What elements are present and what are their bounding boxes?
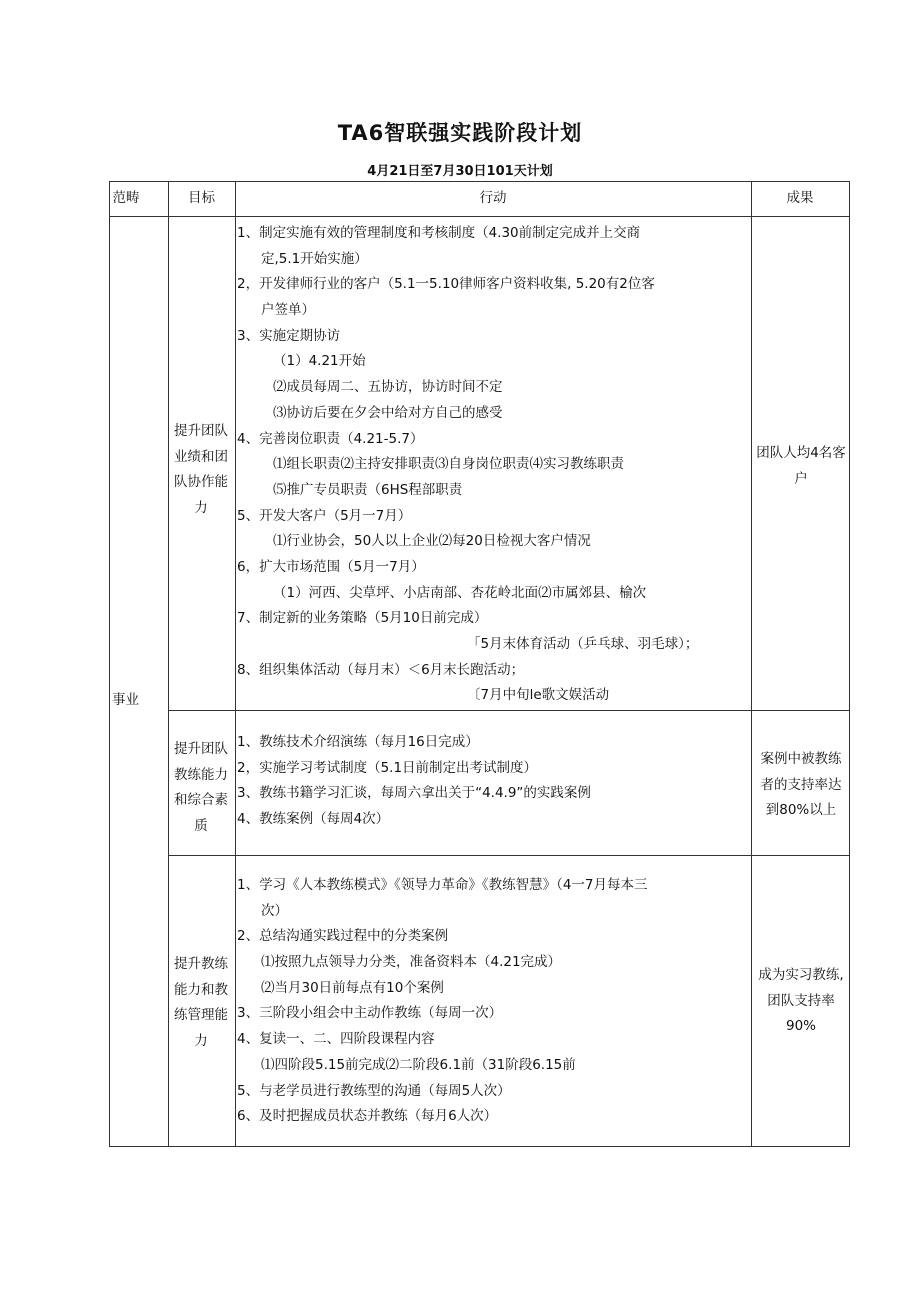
- category-cell: 事业: [112, 692, 139, 708]
- action-line: 8、组织集体活动（每月末）＜6月末长跑活动；: [237, 661, 525, 678]
- table-border-right: [849, 181, 850, 1147]
- header-category: 范畴: [112, 190, 140, 206]
- action-line: 4、教练案例（每周4次）: [237, 811, 390, 828]
- action-line: 户签单）: [261, 302, 315, 319]
- action-line: （1）4.21开始: [273, 353, 366, 370]
- page-title: TA6智联强实践阶段计划: [337, 121, 583, 145]
- goal-cell: 提升团队教练能力和综合素质: [174, 741, 228, 834]
- header-divider: [109, 216, 850, 217]
- action-line: ⑵成员每周二、五协访，协访时间不定: [273, 379, 503, 396]
- action-line: 定,5.1开始实施）: [261, 250, 368, 267]
- table-border-left: [109, 181, 110, 1147]
- result-cell: 团队人均4名客户: [756, 445, 846, 487]
- result-cell: 案例中被教练者的支持率达到80%以上: [760, 751, 842, 818]
- action-line: 1、制定实施有效的管理制度和考核制度（4.30前制定完成并上交商: [237, 225, 641, 241]
- action-line: 5、与老学员进行教练型的沟通（每周5人次）: [237, 1082, 511, 1099]
- action-line: ⑴组长职责⑵主持安排职责⑶自身岗位职责⑷实习教练职责: [273, 456, 624, 473]
- goal-cell: 提升团队业绩和团队协作能力: [174, 423, 228, 516]
- col-divider-2: [235, 181, 236, 1147]
- action-line: ⑸推广专员职责（6HS程部职责: [273, 481, 463, 498]
- action-line: 3、实施定期协访: [237, 327, 341, 344]
- result-cell: 成为实习教练, 团队支持率90%: [758, 967, 844, 1034]
- action-line: 6，扩大市场范围（5月一7月）: [237, 558, 425, 575]
- table-border-bottom: [109, 1146, 850, 1147]
- action-line: 「5月末体育活动（乒乓球、羽毛球）；: [467, 636, 699, 652]
- action-line: 6、及时把握成员状态并教练（每月6人次）: [237, 1108, 498, 1125]
- action-line: 2、总结沟通实践过程中的分类案例: [237, 928, 449, 945]
- action-line: 1、学习《人本教练模式》《领导力革命》《教练智慧》（4一7月每本三: [237, 877, 648, 893]
- action-line: 7、制定新的业务策略（5月10日前完成）: [237, 610, 488, 627]
- plan-table: [109, 181, 850, 1147]
- header-result: 成果: [786, 190, 814, 206]
- action-line: ⑵当月30日前每点有10个案例: [261, 979, 444, 996]
- page-subtitle: 4月21日至7月30日101天计划: [367, 164, 553, 179]
- header-action: 行动: [479, 190, 507, 206]
- action-list: [237, 730, 847, 833]
- action-line: 3、教练书籍学习汇谈，每周六拿出关于“4.4.9”的实践案例: [237, 785, 591, 802]
- action-line: ⑶协访后要在夕会中给对方自己的感受: [273, 404, 503, 421]
- action-list: [237, 221, 847, 709]
- action-line: （1）河西、尖草坪、小店南部、杏花岭北面⑵市属郊县、榆次: [273, 584, 647, 601]
- goal-cell: 提升教练能力和教练管理能力: [174, 956, 228, 1049]
- action-list: [237, 873, 847, 1130]
- action-line: 1、教练技术介绍演练（每月16日完成）: [237, 734, 479, 750]
- action-line: 2，实施学习考试制度（5.1日前制定出考试制度）: [237, 759, 538, 776]
- action-line: 5、开发大客户（5月一7月）: [237, 507, 412, 524]
- action-line: 4、复读一、二、四阶段课程内容: [237, 1031, 435, 1048]
- header-goal: 目标: [188, 190, 215, 206]
- row-divider-1: [168, 710, 850, 711]
- action-line: ⑴按照九点领导力分类，准备资料本（4.21完成）: [261, 954, 562, 971]
- row-divider-2: [168, 855, 850, 856]
- action-line: 2，开发律师行业的客户（5.1一5.10律师客户资料收集, 5.20有2位客: [237, 276, 655, 293]
- action-line: 4、完善岗位职责（4.21-5.7）: [237, 430, 424, 447]
- action-line: 次）: [261, 902, 288, 919]
- action-line: ⑴四阶段5.15前完成⑵二阶段6.1前（31阶段6.15前: [261, 1056, 576, 1073]
- action-line: 3、三阶段小组会中主动作教练（每周一次）: [237, 1005, 503, 1022]
- action-line: 〔7月中旬le歌文娱活动: [467, 687, 610, 704]
- action-line: ⑴行业协会，50人以上企业⑵每20日检视大客户情况: [273, 533, 591, 550]
